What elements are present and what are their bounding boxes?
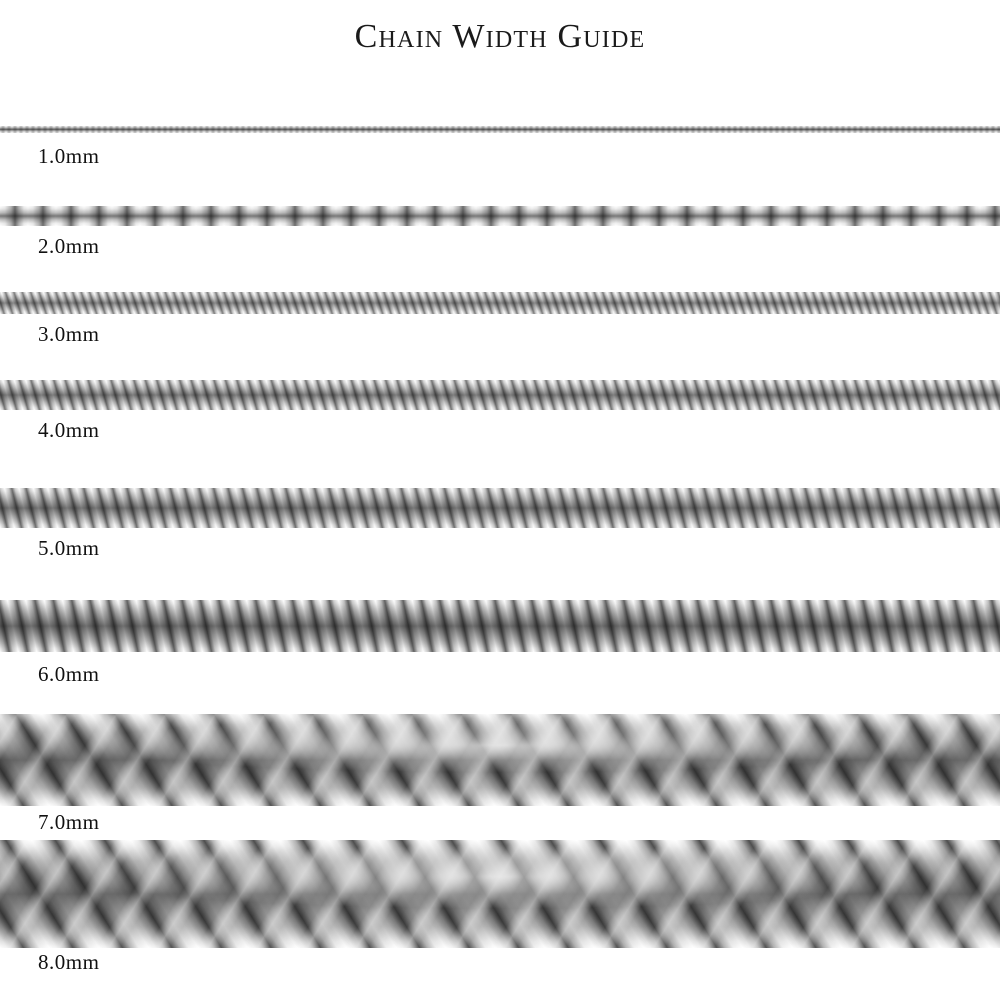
chain-image-3-0mm xyxy=(0,292,1000,314)
chain-image-7-0mm xyxy=(0,714,1000,806)
chain-label-7-0mm: 7.0mm xyxy=(38,810,100,834)
chain-image-6-0mm xyxy=(0,600,1000,652)
chain-label-5-0mm: 5.0mm xyxy=(38,536,100,560)
chain-image-1-0mm xyxy=(0,126,1000,133)
chain-label-8-0mm: 8.0mm xyxy=(38,950,100,974)
chain-label-3-0mm: 3.0mm xyxy=(38,322,100,346)
chain-row-8 xyxy=(0,840,1000,974)
chain-image-8-0mm xyxy=(0,840,1000,948)
chain-label-4-0mm: 4.0mm xyxy=(38,418,100,442)
chain-image-4-0mm xyxy=(0,380,1000,410)
chain-image-2-0mm xyxy=(0,206,1000,226)
chain-row-7 xyxy=(0,714,1000,834)
chain-image-5-0mm xyxy=(0,488,1000,528)
chain-label-2-0mm: 2.0mm xyxy=(38,234,100,258)
chain-label-6-0mm: 6.0mm xyxy=(38,662,100,686)
page-title: Chain Width Guide xyxy=(354,18,646,55)
chain-label-1-0mm: 1.0mm xyxy=(38,144,100,168)
